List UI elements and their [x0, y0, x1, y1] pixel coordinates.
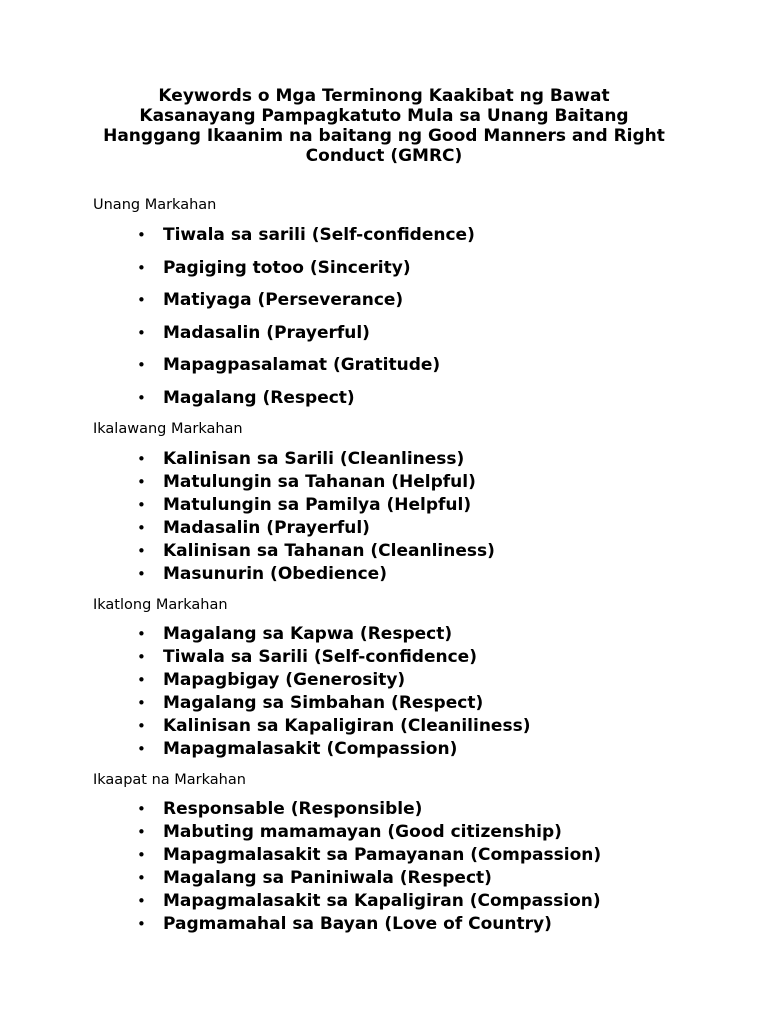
list-item-label: Pagiging totoo (Sincerity) — [163, 257, 411, 278]
section-list-ikalawang-markahan — [0, 448, 768, 586]
section-heading-unang-markahan: Unang Markahan — [93, 197, 217, 213]
list-item-label: Magalang sa Simbahan (Respect) — [163, 693, 484, 713]
list-item — [0, 494, 768, 517]
list-item-label: Magalang (Respect) — [163, 387, 355, 408]
bullet-icon: • — [137, 740, 146, 758]
list-item — [0, 354, 768, 387]
list-item — [0, 289, 768, 322]
list-item — [0, 844, 768, 867]
list-item-label: Mapagpasalamat (Gratitude) — [163, 355, 441, 375]
bullet-icon: • — [137, 869, 146, 887]
list-item — [0, 798, 768, 821]
bullet-icon: • — [137, 717, 146, 735]
list-item — [0, 448, 768, 471]
section-list-unang-markahan — [0, 224, 768, 419]
bullet-icon: • — [137, 892, 146, 910]
bullet-icon: • — [137, 356, 146, 374]
bullet-icon: • — [137, 258, 146, 277]
list-item-label: Magalang sa Kapwa (Respect) — [163, 624, 453, 644]
list-item-label: Matiyaga (Perseverance) — [163, 290, 404, 310]
list-item-label: Mapagmalasakit sa Kapaligiran (Compassion) — [163, 891, 601, 911]
list-item — [0, 646, 768, 669]
list-item-label: Matulungin sa Pamilya (Helpful) — [163, 495, 472, 515]
list-item — [0, 471, 768, 494]
list-item-label: Matulungin sa Tahanan (Helpful) — [163, 472, 476, 492]
list-item-label: Madasalin (Prayerful) — [163, 322, 370, 343]
list-item — [0, 517, 768, 540]
list-item — [0, 623, 768, 646]
bullet-icon: • — [137, 473, 146, 491]
list-item — [0, 890, 768, 913]
document-title: Keywords o Mga Terminong Kaakibat ng Bawat Kasanayang Pampagkatuto Mula sa Unang Baitang Hanggang Ikaanim na baitang ng Good Manners and Right Conduct (GMRC) — [103, 86, 665, 166]
list-item — [0, 692, 768, 715]
list-item-label: Pagmamahal sa Bayan (Love of Country) — [163, 914, 552, 934]
list-item — [0, 867, 768, 890]
bullet-icon: • — [137, 519, 146, 537]
list-item-label: Kalinisan sa Sarili (Cleanliness) — [163, 449, 465, 469]
list-item — [0, 563, 768, 586]
section-heading-ikaapat-na-markahan: Ikaapat na Markahan — [93, 772, 246, 788]
bullet-icon: • — [137, 625, 146, 643]
list-item — [0, 913, 768, 936]
section-list-ikatlong-markahan — [0, 623, 768, 761]
list-item-label: Kalinisan sa Kapaligiran (Cleaniliness) — [163, 716, 531, 736]
bullet-icon: • — [137, 846, 146, 864]
list-item-label: Madasalin (Prayerful) — [163, 518, 370, 538]
bullet-icon: • — [137, 648, 146, 666]
list-item — [0, 821, 768, 844]
bullet-icon: • — [137, 291, 146, 309]
list-item — [0, 224, 768, 257]
list-item — [0, 738, 768, 761]
list-item-label: Tiwala sa Sarili (Self-confidence) — [163, 647, 477, 667]
section-list-ikaapat-na-markahan — [0, 798, 768, 936]
bullet-icon: • — [137, 226, 146, 244]
bullet-icon: • — [137, 565, 146, 583]
list-item-label: Mapagmalasakit sa Pamayanan (Compassion) — [163, 845, 602, 865]
list-item — [0, 715, 768, 738]
bullet-icon: • — [137, 694, 146, 712]
list-item — [0, 540, 768, 563]
list-item-label: Masunurin (Obedience) — [163, 564, 387, 584]
list-item-label: Mapagbigay (Generosity) — [163, 670, 406, 690]
bullet-icon: • — [137, 800, 146, 818]
bullet-icon: • — [137, 496, 146, 514]
list-item-label: Mabuting mamamayan (Good citizenship) — [163, 822, 562, 842]
section-heading-ikalawang-markahan: Ikalawang Markahan — [93, 421, 243, 437]
bullet-icon: • — [137, 542, 146, 560]
bullet-icon: • — [137, 671, 146, 689]
list-item-label: Magalang sa Paniniwala (Respect) — [163, 868, 492, 888]
bullet-icon: • — [137, 915, 146, 933]
list-item-label: Kalinisan sa Tahanan (Cleanliness) — [163, 541, 495, 561]
list-item — [0, 387, 768, 420]
bullet-icon: • — [137, 388, 146, 407]
list-item-label: Tiwala sa sarili (Self-confidence) — [163, 225, 475, 245]
bullet-icon: • — [137, 450, 146, 468]
list-item — [0, 257, 768, 290]
bullet-icon: • — [137, 323, 146, 342]
list-item-label: Mapagmalasakit (Compassion) — [163, 739, 458, 759]
bullet-icon: • — [137, 823, 146, 841]
list-item — [0, 322, 768, 355]
list-item — [0, 669, 768, 692]
list-item-label: Responsable (Responsible) — [163, 799, 423, 819]
section-heading-ikatlong-markahan: Ikatlong Markahan — [93, 597, 228, 613]
